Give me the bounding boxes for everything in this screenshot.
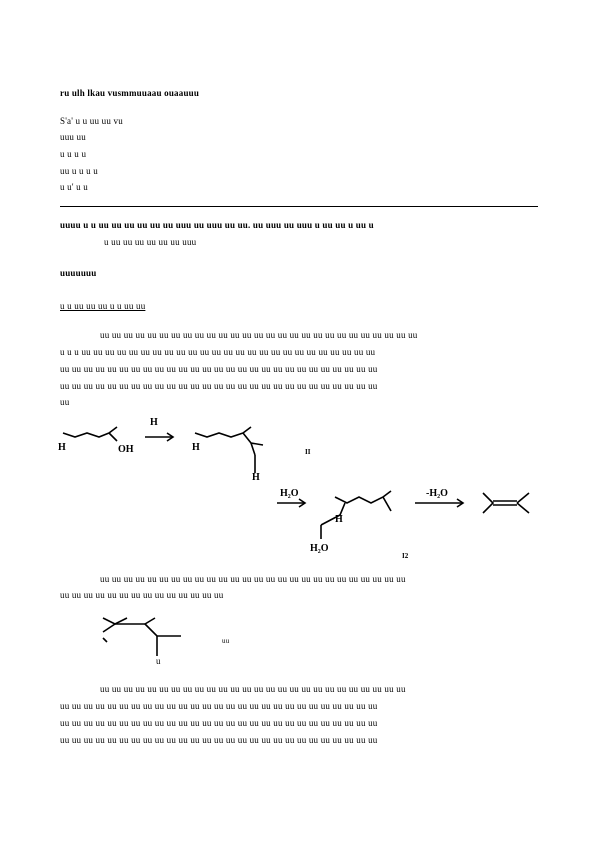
para2-line-1: uu uu uu uu uu uu uu uu uu uu uu uu uu uu uu uu uu uu uu uu uu uu uu uu uu uu	[100, 574, 406, 584]
scheme2-marker: uu	[222, 637, 230, 645]
atom-h-mid: H	[192, 442, 200, 453]
scheme2-atom-bottom: u	[156, 656, 161, 666]
arrow2-label: H₂O	[280, 488, 299, 499]
para3-line-4: uu uu uu uu uu uu uu uu uu uu uu uu uu uu uu uu uu uu uu uu uu uu uu uu uu uu uu	[60, 735, 378, 745]
para3-line-1: uu uu uu uu uu uu uu uu uu uu uu uu uu uu uu uu uu uu uu uu uu uu uu uu uu uu	[100, 684, 406, 694]
para1-line-2: u u u uu uu uu uu uu uu uu uu uu uu uu uu uu uu uu uu uu uu uu uu uu uu uu uu uu	[60, 347, 376, 357]
para2-line-2: uu uu uu uu uu uu uu uu uu uu uu uu uu uu	[60, 590, 224, 600]
atom-h-plus: H	[335, 514, 343, 525]
atom-h2o: H₂O	[310, 543, 329, 554]
atom-h-left: H	[58, 442, 66, 453]
atom-h-below: H	[252, 472, 260, 483]
info-line-3: u u u u	[60, 149, 87, 159]
info-line-2: uuu uu	[60, 132, 86, 142]
para1-line-4: uu uu uu uu uu uu uu uu uu uu uu uu uu uu uu uu uu uu uu uu uu uu uu uu uu uu uu	[60, 381, 378, 391]
subsection-heading: u u uu uu uu u u uu uu	[60, 301, 146, 311]
info-line-4: uu u u u u	[60, 166, 98, 176]
section-heading: uuuuuuu	[60, 268, 97, 278]
info-line-1: S'a' u u uu uu vu	[60, 116, 123, 126]
para3-line-2: uu uu uu uu uu uu uu uu uu uu uu uu uu uu uu uu uu uu uu uu uu uu uu uu uu uu uu	[60, 701, 378, 711]
abstract-line-2: u uu uu uu uu uu uu uuu	[104, 237, 197, 247]
atom-oh: OH	[118, 444, 134, 455]
para1-line-3: uu uu uu uu uu uu uu uu uu uu uu uu uu uu uu uu uu uu uu uu uu uu uu uu uu uu uu	[60, 364, 378, 374]
marker-2: I2	[402, 552, 409, 560]
arrow1-label: H	[150, 417, 158, 428]
reaction-scheme-1	[55, 415, 545, 560]
marker-1: II	[305, 448, 311, 456]
document-title: ru ulh lkau vusmmuuaau ouaauuu	[60, 88, 200, 98]
info-line-5: u u' u u	[60, 182, 88, 192]
arrow3-label: -H₂O	[426, 488, 448, 499]
abstract-line-1: uuuu u u uu uu uu uu uu uu uuu uu uuu uu uu. uu uuu uu uuu u uu uu u uu u	[60, 220, 374, 230]
para1-line-5: uu	[60, 397, 70, 407]
header-divider	[60, 206, 538, 207]
para3-line-3: uu uu uu uu uu uu uu uu uu uu uu uu uu uu uu uu uu uu uu uu uu uu uu uu uu uu uu	[60, 718, 378, 728]
para1-line-1: uu uu uu uu uu uu uu uu uu uu uu uu uu uu uu uu uu uu uu uu uu uu uu uu uu uu uu	[100, 330, 418, 340]
